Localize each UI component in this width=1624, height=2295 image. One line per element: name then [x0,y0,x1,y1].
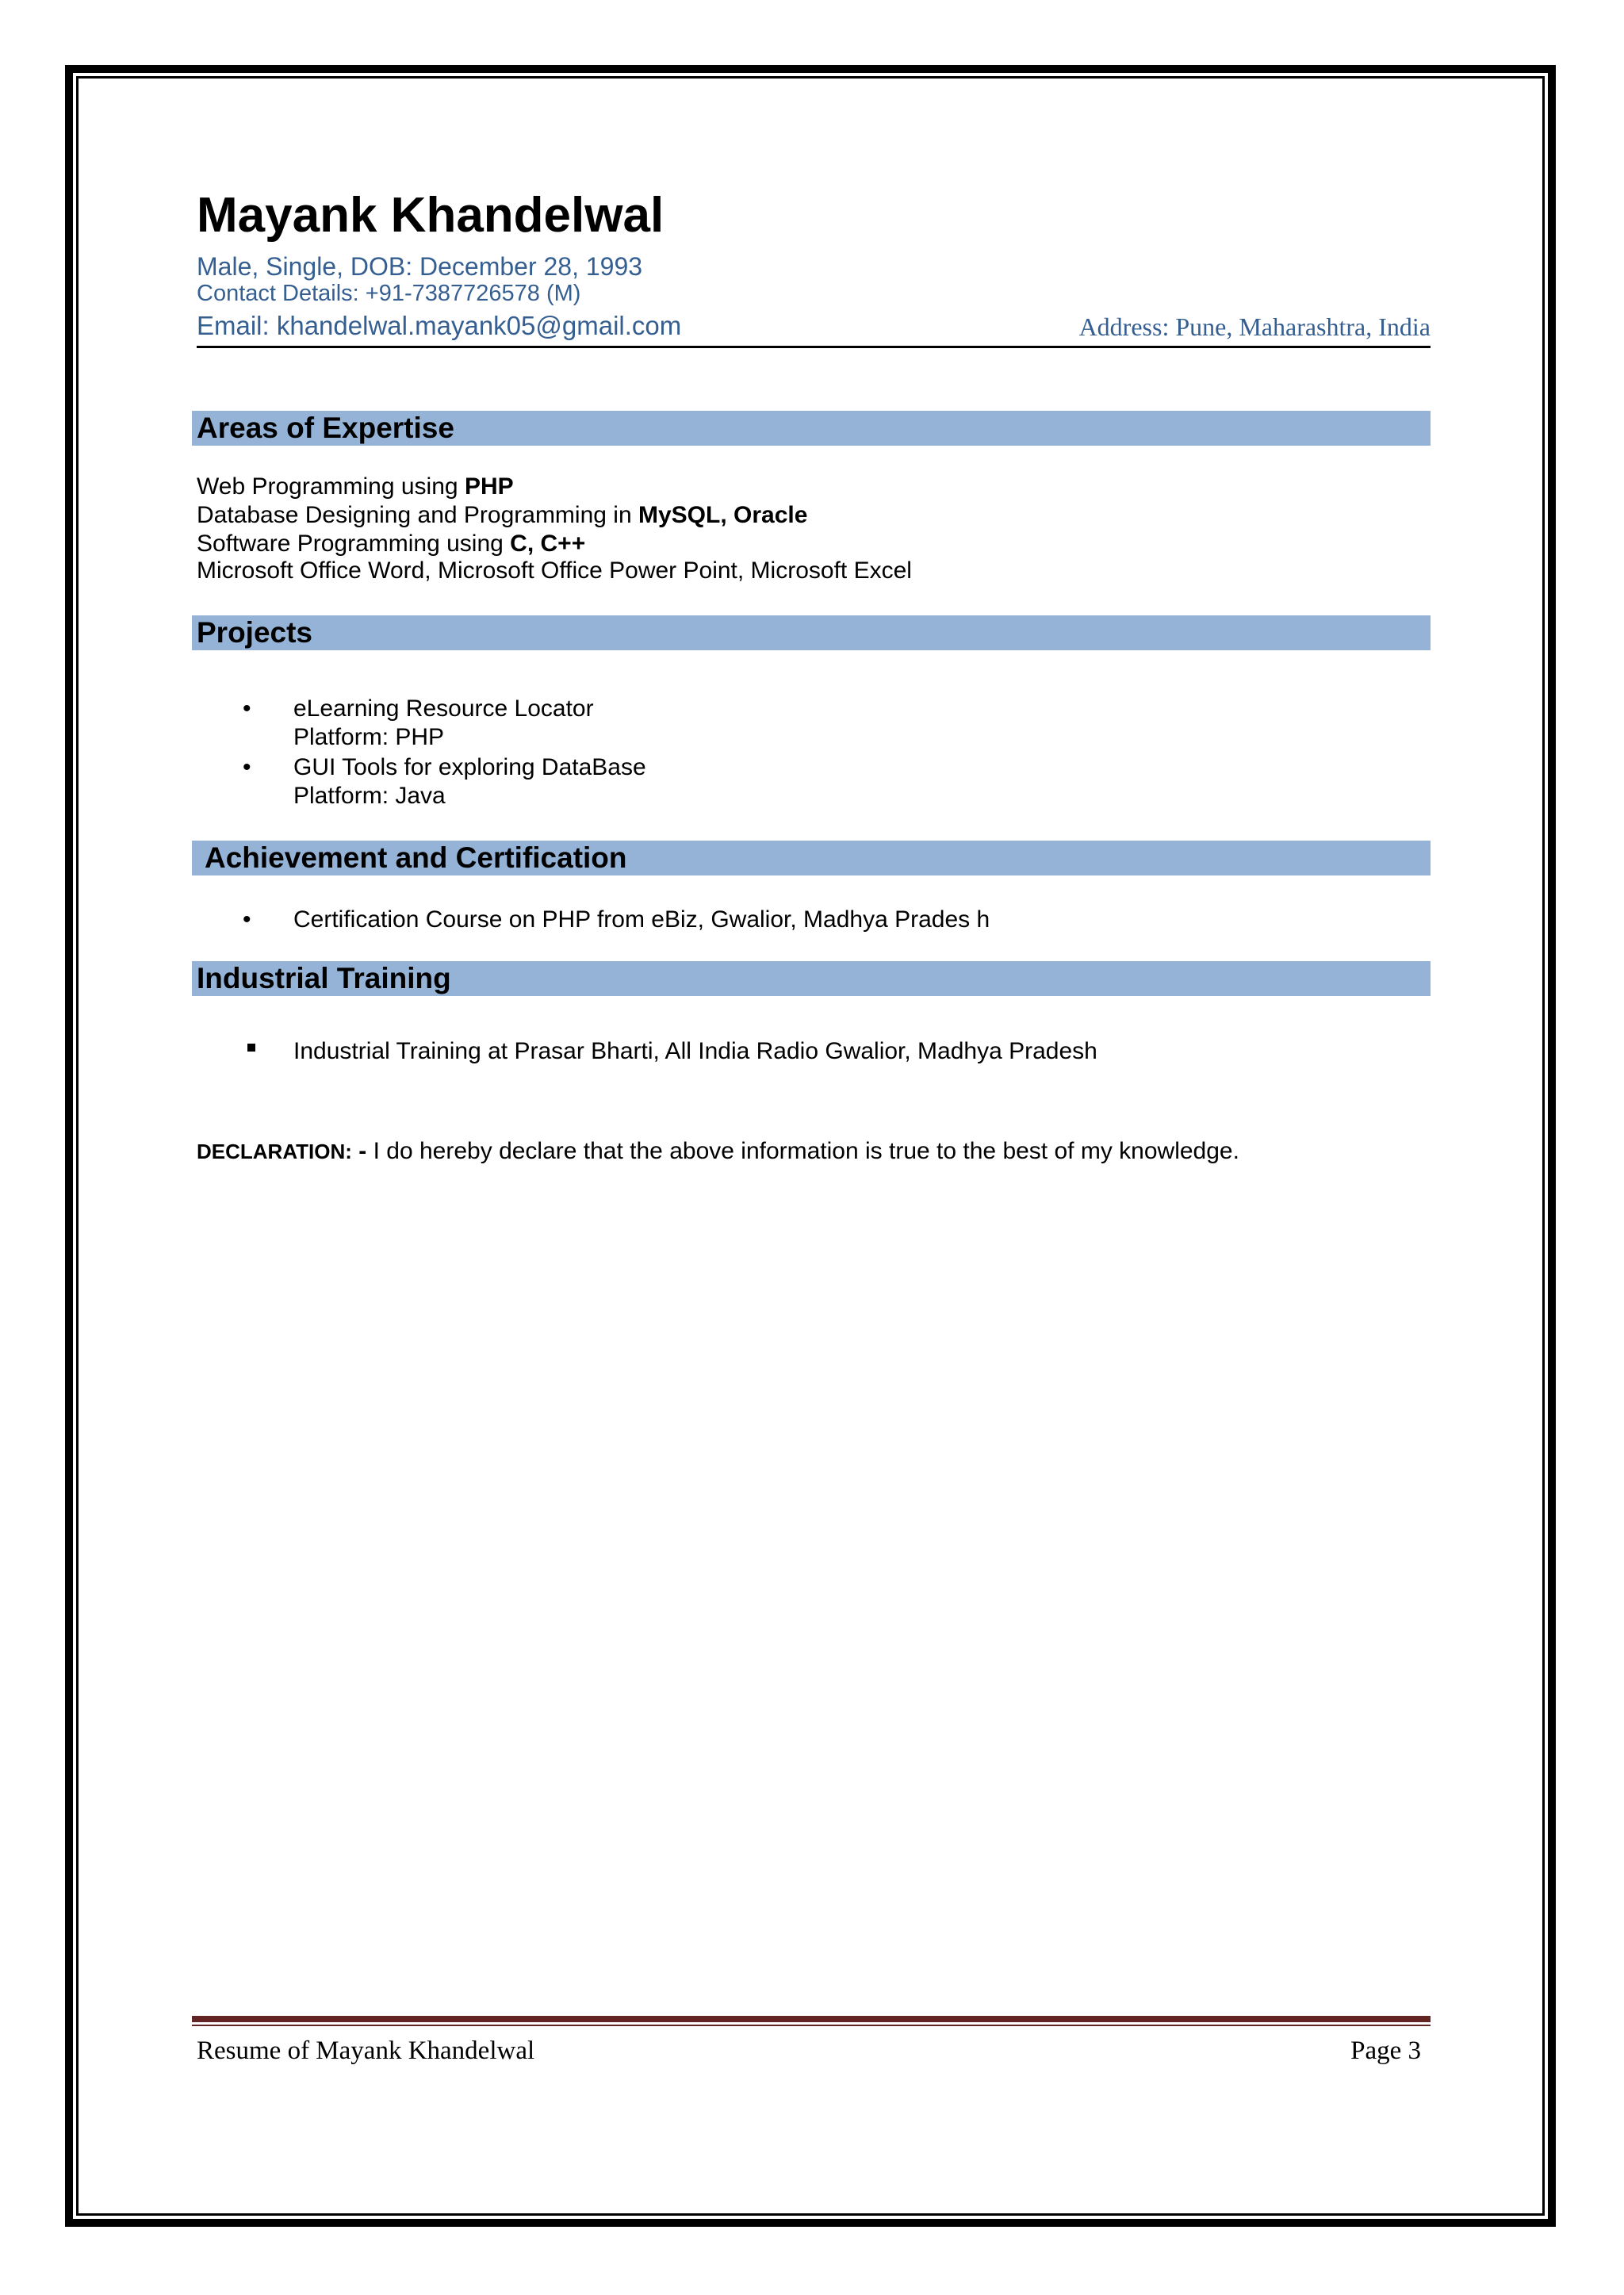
footer-title: Resume of Mayank Khandelwal [197,2036,535,2065]
demographics: Male, Single, DOB: December 28, 1993 [197,252,643,281]
expertise-item: Software Programming using C, C++ [197,531,586,557]
contact-details: Contact Details: +91-7387726578 (M) [197,281,581,306]
section-heading-achievements: Achievement and Certification [192,841,1431,875]
footer-rule [192,2016,1431,2022]
section-heading-expertise: Areas of Expertise [192,411,1431,446]
address: Address: Pune, Maharashtra, India [1078,312,1431,341]
header-rule [197,346,1431,348]
declaration-label: DECLARATION: [197,1140,352,1163]
expertise-item: Database Designing and Programming in MySQL, Oracle [197,502,808,528]
project-name: GUI Tools for exploring DataBase [293,754,646,780]
expertise-item: Web Programming using PHP [197,473,514,500]
bullet-icon: • [243,695,251,722]
bullet-icon: • [243,754,251,780]
email: Email: khandelwal.mayank05@gmail.com [197,311,682,340]
project-platform: Platform: Java [293,783,446,809]
square-bullet-icon [247,1044,255,1052]
declaration: DECLARATION: - I do hereby declare that the above information is true to the best of my knowledge. [197,1138,1239,1164]
bullet-icon: • [243,906,251,933]
training-item: Industrial Training at Prasar Bharti, All India Radio Gwalior, Madhya Pradesh [293,1038,1097,1064]
project-name: eLearning Resource Locator [293,695,594,722]
page-number: Page 3 [1350,2036,1421,2065]
section-heading-training: Industrial Training [192,961,1431,996]
expertise-item: Microsoft Office Word, Microsoft Office Power Point, Microsoft Excel [197,557,912,584]
declaration-text: I do hereby declare that the above information is true to the best of my knowledge. [373,1138,1239,1164]
project-platform: Platform: PHP [293,724,445,750]
achievement-item: Certification Course on PHP from eBiz, Gwalior, Madhya Prades h [293,906,990,933]
footer-rule-thin [192,2025,1431,2026]
section-heading-projects: Projects [192,615,1431,650]
resume-name: Mayank Khandelwal [197,188,665,243]
